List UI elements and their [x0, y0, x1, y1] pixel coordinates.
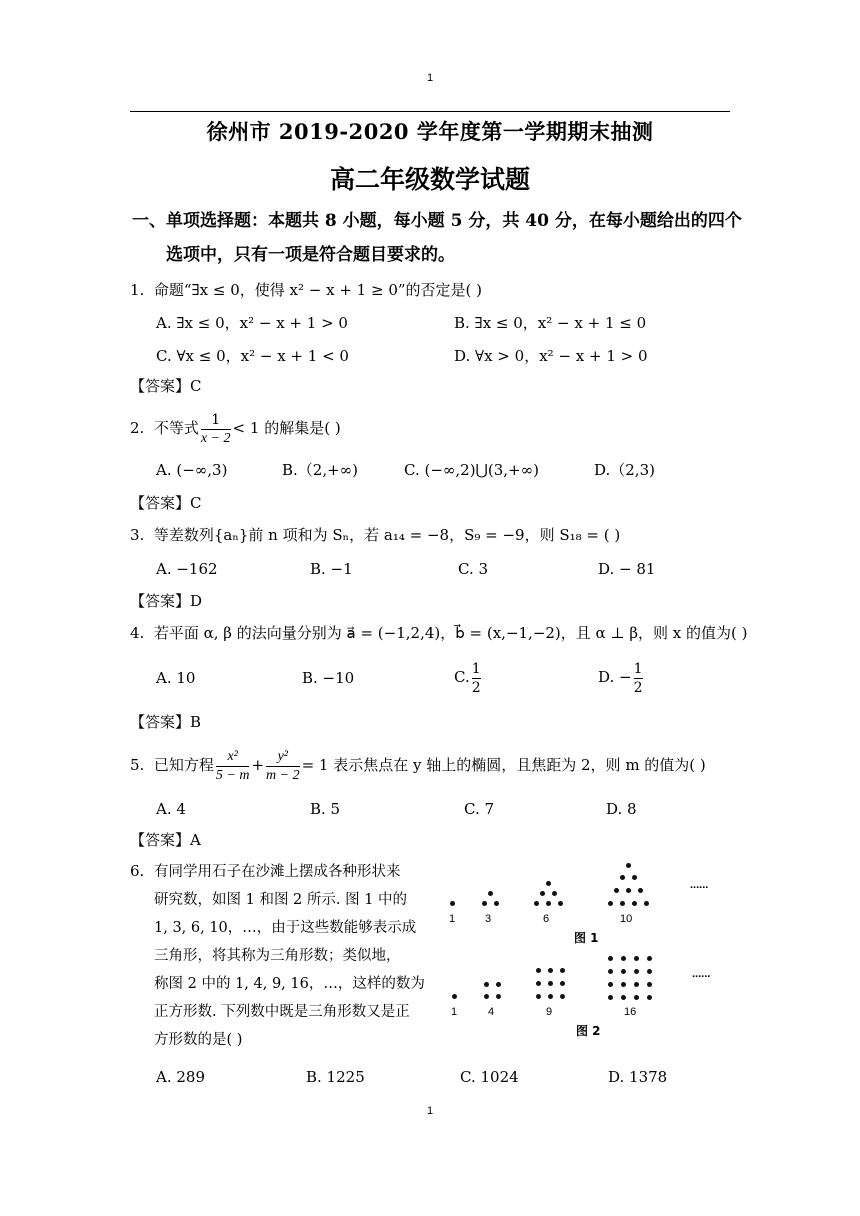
- stone-dot: [548, 968, 553, 973]
- stone-dot: [608, 901, 613, 906]
- q6-option-c: C. 1024: [460, 1068, 519, 1086]
- question-stem: 等差数列{aₙ}前 n 项和为 Sₙ，若 a₁₄ = −8，S₉ = −9，则 S₁₈ = ( ): [153, 526, 621, 544]
- q1-option-c: C. ∀x ≤ 0，x² − x + 1 < 0: [156, 347, 349, 365]
- q3-answer: 【答案】D: [130, 592, 203, 610]
- question-1: [130, 279, 482, 301]
- question-number: 5.: [130, 756, 145, 774]
- stone-dot: [452, 994, 457, 999]
- figure-square-numbers: [440, 948, 740, 1038]
- question-stem-prefix: 已知方程: [153, 756, 214, 774]
- stone-dot: [608, 982, 613, 987]
- fraction-y: [266, 748, 300, 785]
- q5-option-d: D. 8: [606, 800, 637, 818]
- stem-line: 方形数的是( ): [154, 1032, 243, 1048]
- stone-dot: [558, 901, 563, 906]
- stone-dot: [552, 891, 557, 896]
- q3-option-d: D. − 81: [598, 560, 656, 578]
- q6-option-d: D. 1378: [608, 1068, 668, 1086]
- stone-dot: [620, 875, 625, 880]
- stone-dot: [621, 995, 626, 1000]
- q2-option-c: C. (−∞,2)⋃(3,+∞): [404, 461, 539, 479]
- figure-label: 1: [451, 1006, 458, 1018]
- exam-title: 徐州市 2019-2020 学年度第一学期期末抽测: [206, 119, 654, 144]
- stone-dot: [496, 982, 501, 987]
- stone-dot: [647, 982, 652, 987]
- question-5: [130, 745, 706, 785]
- stone-dot: [626, 888, 631, 893]
- stem-line: 称图 2 中的 1, 4, 9, 16，…，这样的数为: [154, 976, 425, 992]
- figure-label: 9: [546, 1006, 553, 1018]
- fraction-denominator: 2: [471, 679, 481, 696]
- fraction-x: [216, 748, 250, 785]
- stone-dot: [482, 901, 487, 906]
- fraction-numerator: x²: [227, 748, 238, 764]
- stone-dot: [634, 995, 639, 1000]
- question-number: 2.: [130, 419, 145, 437]
- section-heading-line2: 选项中，只有一项是符合题目要求的。: [166, 245, 455, 265]
- q3-option-c: C. 3: [458, 560, 489, 578]
- stone-dot: [608, 995, 613, 1000]
- stone-dot: [632, 875, 637, 880]
- question-number: 3.: [130, 526, 145, 544]
- stone-dot: [608, 956, 613, 961]
- fraction-numerator: y²: [277, 748, 288, 764]
- stone-dot: [644, 901, 649, 906]
- q2-option-b: B.（2,+∞): [282, 461, 359, 479]
- stone-dot: [546, 881, 551, 886]
- fraction-numerator: 1: [633, 660, 643, 677]
- stone-dot: [536, 994, 541, 999]
- section-heading-line1: 一、单项选择题：本题共 8 小题，每小题 5 分，共 40 分，在每小题给出的四个: [132, 211, 742, 231]
- stone-dot: [608, 969, 613, 974]
- stone-dot: [632, 901, 637, 906]
- stone-dot: [450, 901, 455, 906]
- stone-dot: [647, 956, 652, 961]
- q5-option-a: A. 4: [156, 800, 186, 818]
- fraction-denominator: 5 − m: [215, 767, 250, 783]
- figure-label: 1: [449, 913, 456, 925]
- q4-option-c: [454, 652, 483, 702]
- q4-answer: 【答案】B: [130, 713, 202, 731]
- question-stem: 若平面 α, β 的法向量分别为 a⃗ = (−1,2,4)，b⃗ = (x,−1,−2)，且 α ⊥ β，则 x 的值为( ): [153, 624, 748, 642]
- stone-dot: [546, 901, 551, 906]
- question-2: [130, 408, 341, 448]
- figure-label: 16: [624, 1006, 637, 1018]
- stone-dot: [548, 981, 553, 986]
- footer-page-number: 1: [426, 1105, 434, 1117]
- question-6-stem: [154, 858, 444, 1054]
- question-stem-suffix: < 1 的解集是( ): [232, 419, 341, 437]
- stone-dot: [621, 956, 626, 961]
- stone-dot: [647, 995, 652, 1000]
- stone-dot: [621, 982, 626, 987]
- q3-option-a: A. −162: [156, 560, 218, 578]
- figure-label: 3: [485, 913, 492, 925]
- fraction-half: [634, 660, 643, 697]
- q4-option-b: B. −10: [302, 669, 355, 687]
- fraction: [201, 411, 231, 448]
- stem-line: 有同学用石子在沙滩上摆成各种形状来: [154, 864, 401, 880]
- stone-dot: [560, 994, 565, 999]
- stone-dot: [536, 981, 541, 986]
- question-number: 6.: [130, 862, 145, 880]
- question-3: [130, 524, 620, 546]
- stone-dot: [626, 863, 631, 868]
- figure-ellipsis: ......: [690, 879, 709, 891]
- question-4: [130, 622, 747, 644]
- figure-caption: 图 2: [576, 1024, 601, 1038]
- stone-dot: [484, 982, 489, 987]
- q5-option-c: C. 7: [464, 800, 495, 818]
- stone-dot: [494, 901, 499, 906]
- q1-option-d: D. ∀x > 0，x² − x + 1 > 0: [454, 347, 648, 365]
- q6-option-a: A. 289: [156, 1068, 205, 1086]
- stone-dot: [638, 888, 643, 893]
- figure-label: 4: [488, 1006, 495, 1018]
- figure-ellipsis: ......: [692, 968, 711, 980]
- figure-label: 6: [543, 913, 550, 925]
- q5-answer: 【答案】A: [130, 831, 201, 849]
- figure-label: 10: [620, 913, 633, 925]
- stone-dot: [621, 969, 626, 974]
- question-number: 1.: [130, 281, 145, 299]
- q2-answer: 【答案】C: [130, 494, 202, 512]
- stone-dot: [488, 891, 493, 896]
- stone-dot: [634, 982, 639, 987]
- stone-dot: [534, 901, 539, 906]
- figure-caption: 图 1: [574, 931, 599, 945]
- fraction-numerator: 1: [211, 411, 221, 428]
- exam-subtitle: 高二年级数学试题: [329, 165, 530, 194]
- header-rule: [130, 111, 730, 112]
- q1-option-a: A. ∃x ≤ 0，x² − x + 1 > 0: [156, 314, 348, 332]
- stone-dot: [548, 994, 553, 999]
- stem-line: 正方形数. 下列数中既是三角形数又是正: [154, 1004, 410, 1020]
- q4-option-d: [598, 652, 645, 702]
- stone-dot: [540, 891, 545, 896]
- stem-line: 三角形，将其称为三角形数；类似地，: [154, 948, 401, 964]
- stone-dot: [484, 994, 489, 999]
- stone-dot: [536, 968, 541, 973]
- stone-dot: [634, 969, 639, 974]
- fraction-half: [472, 660, 481, 697]
- q5-option-b: B. 5: [310, 800, 341, 818]
- q3-option-b: B. −1: [310, 560, 353, 578]
- q1-answer: 【答案】C: [130, 377, 202, 395]
- option-letter: D. −: [598, 668, 632, 686]
- q4-option-a: A. 10: [156, 669, 196, 687]
- question-stem-prefix: 不等式: [153, 419, 199, 437]
- stone-dot: [614, 888, 619, 893]
- fraction-denominator: 2: [633, 679, 643, 696]
- question-stem: 命题“∃x ≤ 0，使得 x² − x + 1 ≥ 0”的否定是( ): [153, 281, 483, 299]
- stone-dot: [634, 956, 639, 961]
- question-stem-suffix: = 1 表示焦点在 y 轴上的椭圆，且焦距为 2，则 m 的值为( ): [301, 756, 706, 774]
- stone-dot: [620, 901, 625, 906]
- question-number: 4.: [130, 624, 145, 642]
- q2-option-d: D.（2,3): [594, 461, 655, 479]
- q6-option-b: B. 1225: [306, 1068, 365, 1086]
- stone-dot: [496, 994, 501, 999]
- stem-line: 1, 3, 6, 10，…，由于这些数能够表示成: [154, 920, 417, 936]
- stone-dot: [560, 981, 565, 986]
- plus-sign: +: [251, 756, 265, 774]
- q1-option-b: B. ∃x ≤ 0，x² − x + 1 ≤ 0: [454, 314, 647, 332]
- q2-option-a: A. (−∞,3): [156, 461, 228, 479]
- option-letter: C.: [454, 668, 470, 686]
- figure-triangular-numbers: [440, 855, 740, 945]
- stone-dot: [647, 969, 652, 974]
- stone-dot: [560, 968, 565, 973]
- fraction-denominator: m − 2: [266, 767, 300, 783]
- fraction-numerator: 1: [471, 660, 481, 677]
- fraction-denominator: x − 2: [200, 430, 231, 446]
- header-page-number: 1: [426, 72, 434, 84]
- stem-line: 研究数，如图 1 和图 2 所示. 图 1 中的: [154, 892, 408, 908]
